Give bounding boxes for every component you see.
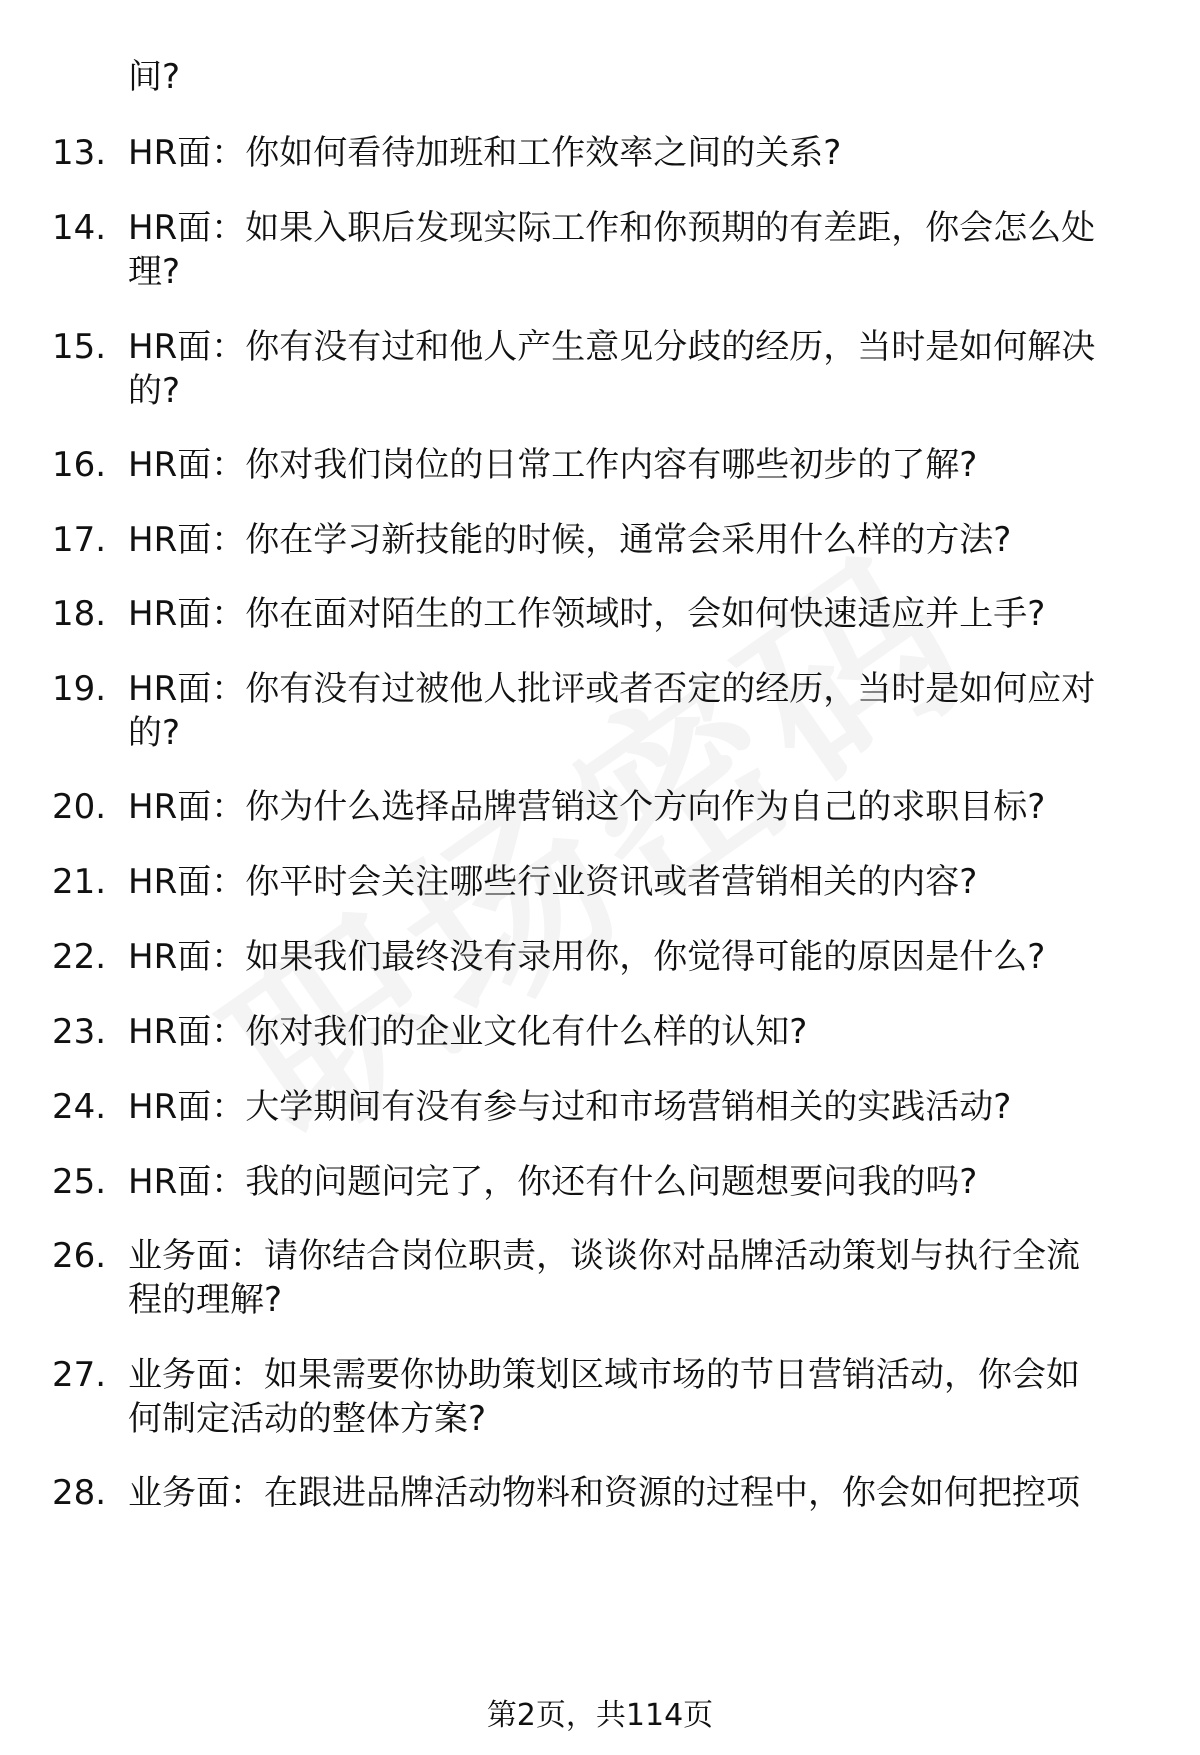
item-text-line: 业务面：在跟进品牌活动物料和资源的过程中，你会如何把控项 — [128, 1473, 1080, 1513]
item-text-line: 的? — [128, 371, 181, 411]
item-text-line: HR面：你平时会关注哪些行业资讯或者营销相关的内容? — [128, 862, 978, 902]
item-number: 21. — [52, 862, 107, 902]
item-text-line: HR面：你对我们岗位的日常工作内容有哪些初步的了解? — [128, 445, 978, 485]
item-text-line: HR面：你有没有过被他人批评或者否定的经历，当时是如何应对 — [128, 669, 1096, 709]
item-text-line: 何制定活动的整体方案? — [128, 1399, 487, 1439]
item-number: 25. — [52, 1162, 107, 1202]
item-text-line: HR面：如果我们最终没有录用你，你觉得可能的原因是什么? — [128, 937, 1046, 977]
item-text-line: 业务面：如果需要你协助策划区域市场的节日营销活动，你会如 — [128, 1355, 1080, 1395]
item-text-line: 间? — [128, 57, 181, 97]
item-text-line: HR面：我的问题问完了，你还有什么问题想要问我的吗? — [128, 1162, 978, 1202]
page-footer: 第2页，共114页 — [486, 1698, 714, 1733]
item-text-line: HR面：你有没有过和他人产生意见分歧的经历，当时是如何解决 — [128, 327, 1096, 367]
item-text-line: HR面：大学期间有没有参与过和市场营销相关的实践活动? — [128, 1087, 1012, 1127]
item-number: 28. — [52, 1473, 107, 1513]
item-text-line: HR面：如果入职后发现实际工作和你预期的有差距，你会怎么处 — [128, 208, 1096, 248]
item-number: 17. — [52, 520, 107, 560]
item-text-line: HR面：你在面对陌生的工作领域时，会如何快速适应并上手? — [128, 594, 1046, 634]
item-text-line: HR面：你对我们的企业文化有什么样的认知? — [128, 1012, 808, 1052]
item-number: 27. — [52, 1355, 107, 1395]
item-number: 19. — [52, 669, 107, 709]
item-number: 26. — [52, 1236, 107, 1276]
item-text-line: 的? — [128, 713, 181, 753]
item-number: 22. — [52, 937, 107, 977]
item-number: 13. — [52, 133, 107, 173]
item-number: 18. — [52, 594, 107, 634]
item-number: 15. — [52, 327, 107, 367]
item-number: 20. — [52, 787, 107, 827]
item-text-line: HR面：你在学习新技能的时候，通常会采用什么样的方法? — [128, 520, 1012, 560]
item-number: 16. — [52, 445, 107, 485]
item-text-line: 程的理解? — [128, 1280, 283, 1320]
item-text-line: HR面：你如何看待加班和工作效率之间的关系? — [128, 133, 842, 173]
item-number: 24. — [52, 1087, 107, 1127]
item-text-line: HR面：你为什么选择品牌营销这个方向作为自己的求职目标? — [128, 787, 1046, 827]
item-number: 23. — [52, 1012, 107, 1052]
item-text-line: 业务面：请你结合岗位职责，谈谈你对品牌活动策划与执行全流 — [128, 1236, 1080, 1276]
item-number: 14. — [52, 208, 107, 248]
item-text-line: 理? — [128, 252, 181, 292]
